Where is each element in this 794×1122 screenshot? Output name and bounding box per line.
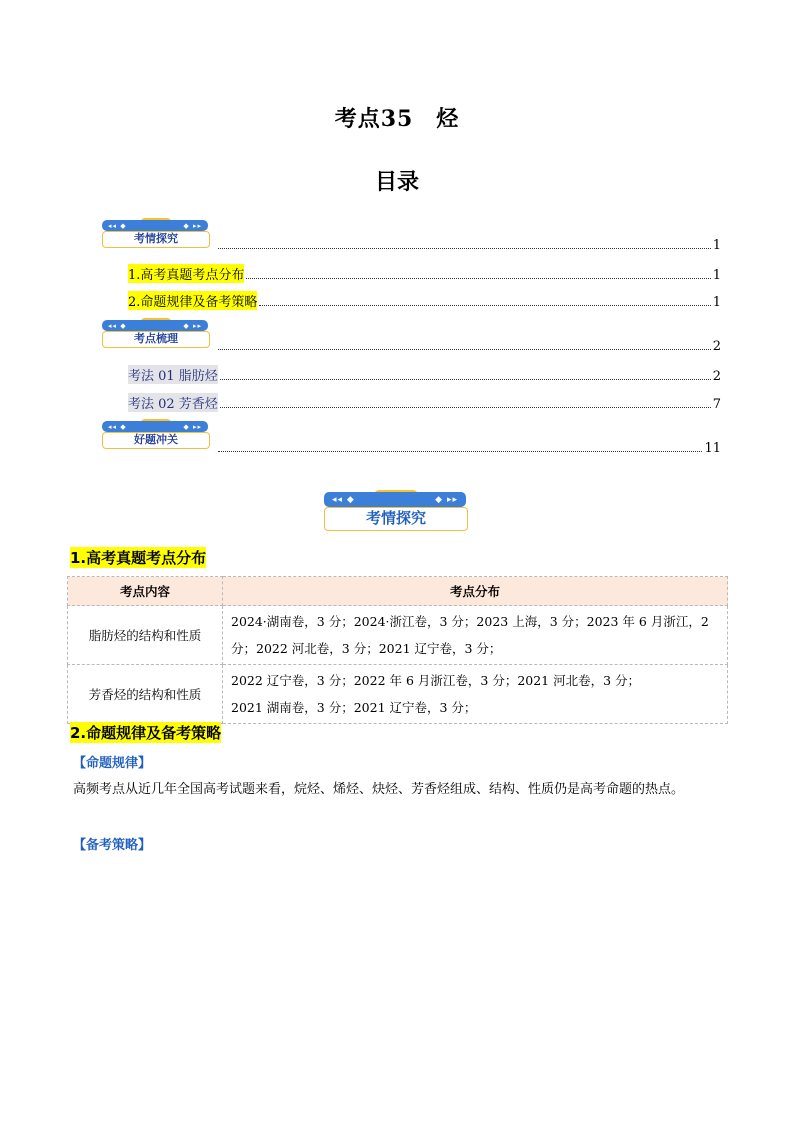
toc-label: 考法 02 芳香烃 [128, 393, 218, 412]
toc-page: 1 [712, 295, 721, 310]
rule-paragraph: 高频考点从近几年全国高考试题来看，烷烃、烯烃、炔烃、芳香烃组成、结构、性质仍是高考命题的热点。 [73, 782, 685, 797]
arrow-left-icon: ◂◂ ◆ [108, 221, 127, 230]
page-title: 考点35 烃 [334, 106, 460, 132]
arrow-left-icon: ◂◂ ◆ [108, 321, 127, 330]
distribution-cell: 2024·湖南卷，3 分；2024·浙江卷，3 分；2023 上海，3 分；2023 年 6 月浙江，2 分；2022 河北卷，3 分；2021 辽宁卷，3 分； [223, 606, 728, 665]
arrow-right-icon: ◆ ▸▸ [183, 321, 202, 330]
badge-label: 考点梳理 [102, 331, 210, 348]
badge-label: 考情探究 [102, 231, 210, 248]
toc-entry[interactable] [128, 291, 721, 310]
arrow-right-icon: ◆ ▸▸ [183, 221, 202, 230]
toc-entry[interactable] [128, 264, 721, 283]
toc-entry[interactable] [128, 393, 721, 412]
table-header-row [68, 577, 728, 606]
strategy-label: 【备考策略】 [73, 838, 152, 853]
toc-label: 1.高考真题考点分布 [128, 264, 244, 283]
toc-entry[interactable] [216, 441, 721, 456]
column-header: 考点分布 [223, 577, 728, 606]
toc-label: 2.命题规律及备考策略 [128, 291, 257, 310]
table-row [68, 665, 728, 724]
toc-page: 2 [712, 339, 721, 354]
section-heading-rules: 2.命题规律及备考策略 [70, 724, 222, 742]
distribution-cell: 2022 辽宁卷，3 分；2022 年 6 月浙江卷，3 分；2021 河北卷，3 分； 2021 湖南卷，3 分；2021 辽宁卷，3 分； [223, 665, 728, 724]
badge-label: 考情探究 [324, 507, 468, 531]
toc-entry[interactable] [216, 339, 721, 354]
column-header: 考点内容 [68, 577, 223, 606]
toc-entry[interactable] [128, 365, 721, 384]
toc-entry[interactable] [216, 238, 721, 253]
badge-label: 好题冲关 [102, 432, 210, 449]
topic-cell: 脂肪烃的结构和性质 [68, 606, 223, 665]
arrow-left-icon: ◂◂ ◆ [332, 494, 355, 505]
rule-label: 【命题规律】 [73, 756, 152, 771]
toc-page: 7 [712, 397, 721, 412]
toc-page: 1 [712, 268, 721, 283]
toc-page: 1 [712, 238, 721, 253]
distribution-table [67, 576, 728, 724]
toc-label: 考法 01 脂肪烃 [128, 365, 218, 384]
toc-title: 目录 [374, 170, 419, 195]
section-heading-distribution: 1.高考真题考点分布 [70, 549, 207, 567]
arrow-right-icon: ◆ ▸▸ [435, 494, 458, 505]
arrow-right-icon: ◆ ▸▸ [183, 422, 202, 431]
table-row [68, 606, 728, 665]
toc-page: 2 [712, 369, 721, 384]
topic-cell: 芳香烃的结构和性质 [68, 665, 223, 724]
toc-page: 11 [704, 441, 721, 456]
arrow-left-icon: ◂◂ ◆ [108, 422, 127, 431]
